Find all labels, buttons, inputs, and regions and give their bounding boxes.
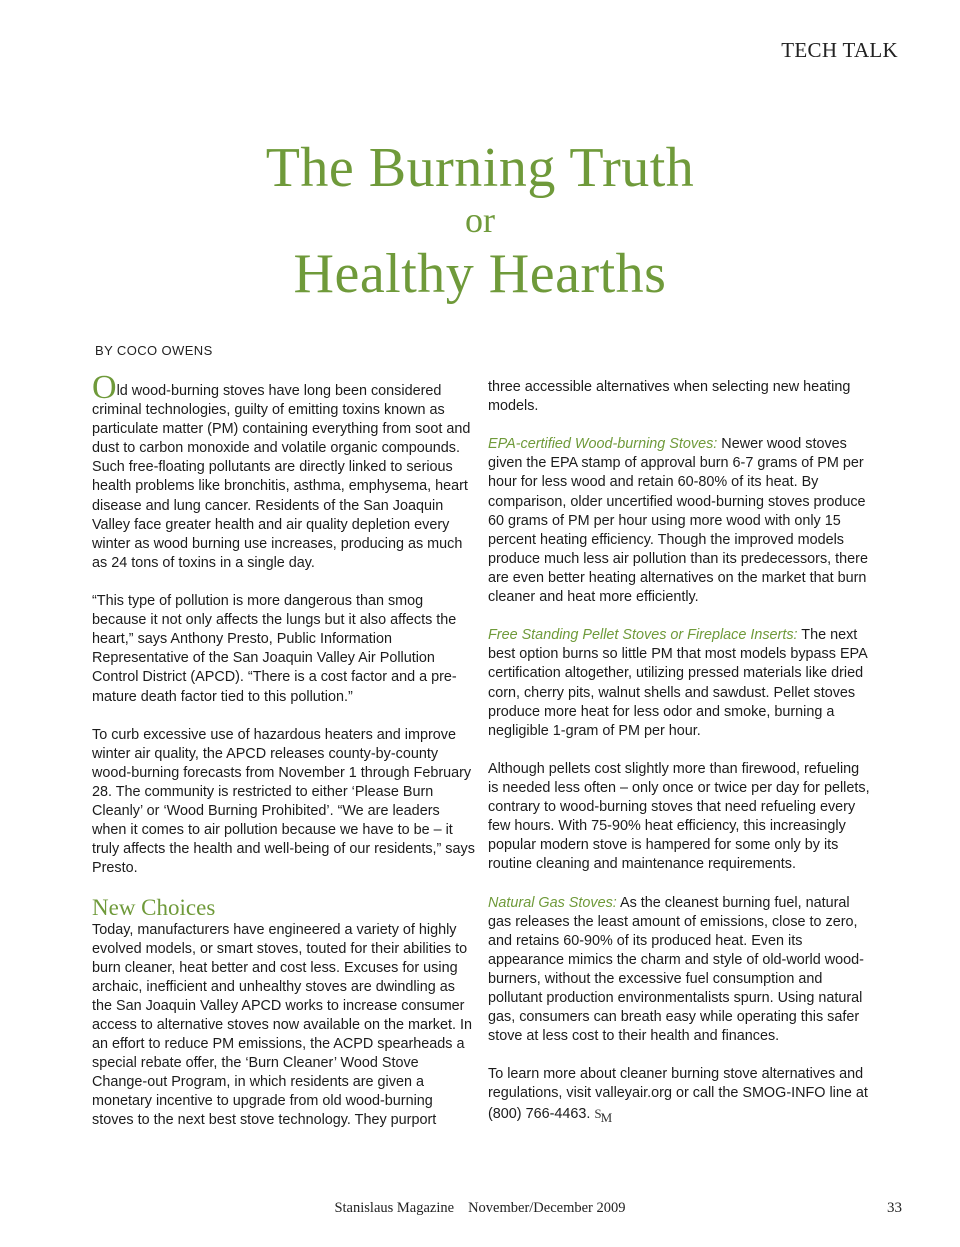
paragraph-pellet-cost: Although pellets cost slightly more than firewood, refueling is needed less often – only once or twice per day for pellets, contrary to wood-burning stoves that need refueling every few hours. With 75-90% heat efficiency, this increasingly popular modern stove is hampered for some only by its routine cleaning and maintenance requirements. [488, 760, 870, 873]
paragraph-alternatives: three accessible alternatives when selecting new heating models. [488, 379, 851, 415]
title-line-2: Healthy Hearths [293, 243, 667, 305]
paragraph-gas-stoves [488, 894, 872, 1047]
article-title [0, 138, 960, 304]
footer-magazine: Stanislaus Magazine [334, 1200, 455, 1216]
text-gas-stoves: As the cleanest burning fuel, natural gas releases the least amount of emissions, close to zero, and retains 60-90% of its produced heat. Even its appearance mimics the charm and style of old-world wood-burners, without the excessive fuel consumption and pollutant production environmentalists spurn. Using natural gas, consumers can breath easy while operating this safer stove at less cost to their health and finances. [488, 894, 864, 1045]
end-mark-s: S [594, 1105, 601, 1121]
page-number: 33 [887, 1200, 902, 1216]
left-column [92, 369, 476, 1150]
text-pellet-stoves: The next best option burns so little PM that most models bypass EPA certification altogether, utilizing pressed materials like dried corn, cherry pits, walnut shells and sawdust. Pellet stoves produce more heat for less odor and smoke, burning a negligible 1-gram of PM per hour. [488, 627, 867, 739]
title-or: or [465, 200, 495, 240]
paragraph-pellet-stoves [488, 626, 872, 741]
right-column [488, 378, 872, 1143]
paragraph-intro [92, 369, 476, 573]
lead-gas-stoves: Natural Gas Stoves: [488, 894, 617, 911]
footer-issue: November/December 2009 [468, 1200, 626, 1216]
subhead-new-choices: New Choices [92, 894, 216, 920]
paragraph-epa-stoves [488, 435, 872, 607]
paragraph-forecast: To curb excessive use of hazardous heaters and improve winter air quality, the APCD releases county-by-county wood-burning forecasts from November 1 through February 28. The community is restricted to either ‘Please Burn Cleanly’ or ‘Wood Burning Prohibited’. “We are leaders when it comes to air pollution because we have to be – it truly affects the health and well-being of our residents,” says Presto. [92, 726, 475, 877]
lead-epa-stoves: EPA-certified Wood-burning Stoves: [488, 436, 718, 453]
footer [0, 1200, 960, 1217]
byline: BY COCO OWENS [95, 343, 213, 358]
drop-cap: O [92, 369, 117, 406]
end-mark-m: M [600, 1109, 612, 1125]
paragraph-new-choices: Today, manufacturers have engineered a variety of highly evolved models, or smart stoves, touted for their abilities to burn cleaner, heat better and cost less. Excuses for using archaic, inefficient and unhealthy stoves are dwindling as the San Joaquin Valley APCD works to increase consumer access to alternative stoves now available on the market. In an effort to reduce PM emissions, the ACPD spearheads a special rebate offer, the ‘Burn Cleaner’ Wood Stove Change-out Program, in which residents are given a monetary incentive to upgrade from old wood-burning stoves to the next best stove technology. They purport [92, 921, 472, 1129]
text-learn-more: To learn more about cleaner burning stove alternatives and regulations, visit valleyair.org or call the SMOG-INFO line at (800) 766-4463. [488, 1066, 868, 1122]
end-mark [594, 1105, 612, 1125]
lead-pellet-stoves: Free Standing Pellet Stoves or Fireplace Inserts: [488, 627, 798, 644]
title-line-1: The Burning Truth [265, 137, 695, 199]
section-label: TECH TALK [781, 38, 898, 62]
paragraph-quote: “This type of pollution is more dangerous than smog because it not only affects the lungs but it also affects the heart,” says Anthony Presto, Public Information Representative of the San Joaquin Valley Air Pollution Control District (APCD). “There is a cost factor and a pre-mature death factor tied to this pollution.” [92, 593, 457, 705]
paragraph-intro-text: ld wood-burning stoves have long been considered criminal technologies, guilty of emitting toxins known as particulate matter (PM) containing everything from soot and dust to carbon monoxide and volatile organic compounds. Such free-floating pollutants are directly linked to serious health problems like bronchitis, asthma, emphysema, heart disease and lung cancer. Residents of the San Joaquin Valley face greater health and air quality depletion every winter as wood burning use increases, producing as much as 24 tons of toxins in a single day. [92, 383, 471, 571]
text-epa-stoves: Newer wood stoves given the EPA stamp of approval burn 6-7 grams of PM per hour for less wood and retain 60-80% of its heat. By comparison, older uncertified wood-burning stoves produce 60 grams of PM per hour using more wood with only 15 percent heating efficiency. Though the improved models produce much less air pollution than its predecessors, there are even better heating alternatives on the market that burn cleaner and heat more efficiently. [488, 436, 868, 606]
paragraph-learn-more [488, 1065, 872, 1123]
